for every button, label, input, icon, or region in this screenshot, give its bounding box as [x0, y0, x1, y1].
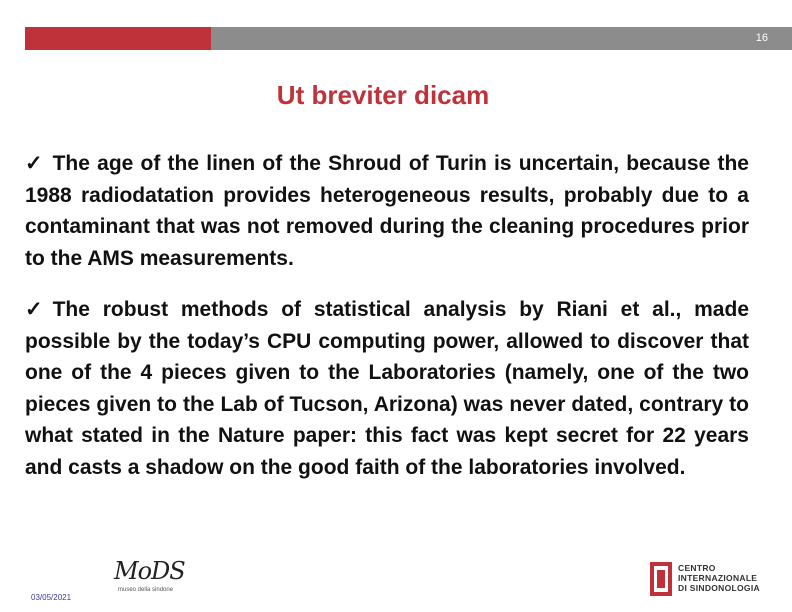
header-bar: [25, 27, 792, 50]
bullet-text: The age of the linen of the Shroud of Turin is uncertain, because the 1988 radiodatation provides heterogeneous results, probably due to a contaminant that was not removed during the cleaning procedures prior to the AMS measurements.: [25, 152, 749, 270]
bullet-item: [25, 148, 749, 274]
slide-date: 03/05/2021: [31, 593, 72, 602]
slide-body: [25, 148, 749, 503]
mods-logo-text: MoDS: [114, 557, 185, 585]
header-accent: [25, 27, 211, 50]
bullet-text: The robust methods of statistical analysis by Riani et al., made possible by the today’s CPU computing power, allowed to discover that one of the 4 pieces given to the Laboratories (namely, one of the two pieces given to the Lab of Tucson, Arizona) was never dated, contrary to what stated in the Nature paper: this fact was kept secret for 22 years and casts a shadow on the good faith of the laboratories involved.: [25, 298, 749, 479]
checkmark-icon: ✓: [25, 298, 43, 321]
slide-title: Ut breviter dicam: [276, 80, 490, 110]
cis-logo-text: CENTRO INTERNAZIONALE DI SINDONOLOGIA: [678, 563, 760, 593]
mods-logo: [104, 557, 184, 597]
cis-emblem-icon: [650, 562, 672, 596]
mods-logo-subtitle: museo della sindone: [118, 587, 174, 593]
checkmark-icon: ✓: [25, 152, 43, 175]
page-number: 16: [755, 32, 768, 44]
bullet-item: [25, 294, 749, 483]
cis-logo: [650, 560, 792, 600]
